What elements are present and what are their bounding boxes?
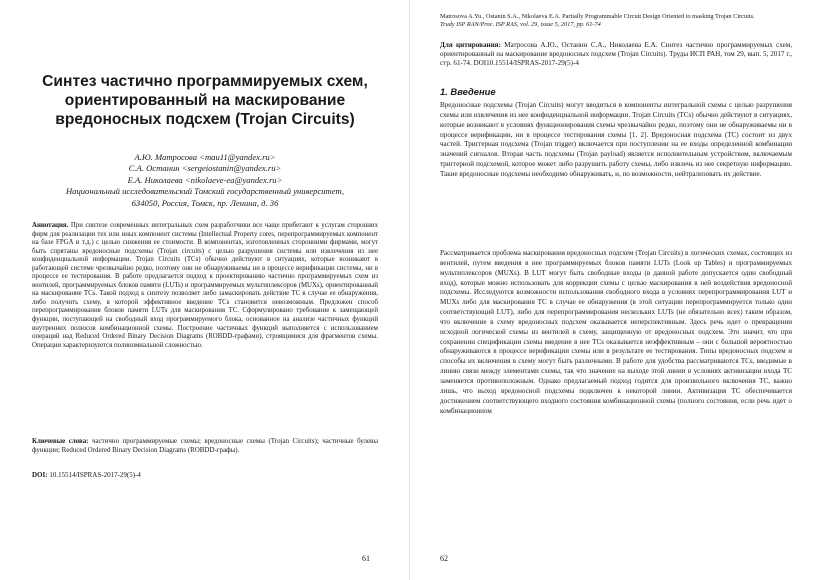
author-line: С.А. Останин <sergeiostanin@yandex.ru> — [128, 163, 282, 174]
doi-line — [32, 471, 378, 480]
abstract-label: Аннотация. — [32, 222, 69, 229]
body-paragraph: Вредоносные подсхемы (Trojan Circuits) могут вводиться в компоненты интегральной схемы с целью разрушения схемы или извлечения из нее конфиденциальной информации. Trojan Circuits (TCs) обычно действуют в ситуациях, которые возникают в условиях функционирования схемы чрезвычайно редко, поэтому они не обнаруживаемы ни в процессе верификации, ни в процессе тестирования схемы [1, 2]. Вредоносная подсхема (TC) состоит из двух частей. Триггерная подсхема (Trojan trigger) включается при поступлении на ее входы определенной комбинации значений сигналов. Вторая часть подсхемы (Trojan payload) является исполнительным устройством, включаемым триггерной подсхемой, которое может либо разрушить работу схемы, либо извлечь из нее секретную информацию. Такие вредоносные подсхемы необходимо обнаруживать, и, по возможности, нейтрализовать их действие. — [440, 101, 792, 178]
page-number-right: 62 — [440, 554, 448, 563]
page-number-left: 61 — [362, 554, 370, 563]
running-head — [440, 13, 790, 28]
paper-title: Синтез частично программируемых схем, ориентированный на маскирование вредоносных подсхем (Trojan Circuits) — [42, 73, 368, 128]
citation-text: Матросова А.Ю., Останин С.А., Николаева Е.А. Синтез частично программируемых схем, ориентированный на маскирование вредоносных подсхем (Trojan Circuits). Труды ИСП РАН, том 29, вып. 5, 2017 г., стр. 61-74. DOI10.15514/ISPRAS-2017-29(5)-4 — [440, 41, 792, 67]
doi-label: DOI: — [32, 471, 48, 479]
body-paragraph: Рассматривается проблема маскирования вредоносных подсхем (Trojan Circuits) в логических схемах, состоящих из вентилей, путем введения в нее программируемых блоков памяти LUTs (Look up Tables) и программируемых мультиплексоров (MUXs). В LUT могут быть свободные входы (в данной работе допускается один свободный вход), которые можно использовать для коррекции схемы с целью маскирования в ней воздействия вредоносной подсхемы. Исследуются возможности использования свободного входа в условиях перепрограммирования LUT и MUXs либо для маскирования TC в случае ее обнаружения (в этой ситуации перепрограммируется только один соответствующий LUT), либо для перепрограммирования нескольких LUTs (не обязательно всех) таким образом, что включение в схему вредоносных подсхем оказывается неперспективным. Здесь речь идет о превращении исходной логической схемы из вентилей в схему, защищенную от вредоносных подсхем. Это значит, что при сохранении спецификации схемы введение в нее TCs оказывается неэффективным – они с большой вероятностью обнаруживаются в процессе верификации схемы или в результате ее тестирования. Типы вредоносных подсхем и способы их включения в схему могут быть различными. В работе для удобства рассматриваются TCs, вводимые в линию связи между элементами схемы, так что значение на выходе этой линии в условиях активизации входа TC заменяется противоположным. Однако предлагаемый подход годится для произвольного включения TC, важно лишь, что выход вредоносной подсхемы подключен к некоторой линии. Активизация TC обеспечивается достижением соответствующего входного состояния комбинационной схемы (полного состояния, если речь идет о комбинационном — [440, 249, 792, 415]
citation-block — [440, 41, 792, 68]
section-heading: 1. Введение — [440, 86, 496, 97]
address-line: 634050, Россия, Томск, пр. Ленина, д. 36 — [131, 197, 279, 208]
keywords — [32, 437, 378, 454]
citation-label: Для цитирования: — [440, 41, 501, 49]
affiliation-line: Национальный исследовательский Томский государственный университет, — [65, 186, 345, 197]
right-page — [410, 0, 820, 580]
abstract — [32, 222, 378, 350]
author-block — [20, 152, 390, 209]
keywords-text: частично программируемые схемы; вредоносные схемы (Trojan Circuits); частичные булевы функции; Reduced Ordered Binary Decision Diagrams (ROBDD-графы). — [32, 437, 378, 454]
keywords-label: Ключевые слова: — [32, 437, 89, 445]
running-head-line1: Matrosova A.Yu., Ostanin S.A., Nikolaeva E.A. Partially Programmable Circuit Design Oriented to masking Trojan Circuits. — [440, 13, 755, 20]
author-line: Е.А. Николаева <nikolaeve-ea@yandex.ru> — [127, 174, 283, 185]
running-head-line2: Trudy ISP RAN/Proc. ISP RAS, vol. 29, issue 5, 2017, pp. 61-74 — [440, 20, 601, 28]
doi-value: 10.15514/ISPRAS-2017-29(5)-4 — [49, 471, 141, 479]
abstract-text: При синтезе современных интегральных схем разработчики все чаще прибегают к услугам сторонних фирм для реализации тех или иных компонент системы (Intellectual Property cores, перепрограммируемых компонент на базе FPGA и т.д.) с целью снижения ее стоимости. В компонентах, изготовленных сторонними фирмами, могут быть спрятаны вредоносные подсхемы (Trojan circuits) с целью разрушения системы или извлечения из нее конфиденциальной информации. Trojan Circuits (TCs) обычно действуют в ситуациях, которые возникают в работающей системе чрезвычайно редко, поэтому они не обнаруживаемы ни в процессе верификации системы, ни в процессе ее тестирования. В работе предлагается подход к проектированию частично программируемых схем из вентилей, программируемых блоков памяти (LUTs) и программируемых мультиплексоров (MUXs), ориентированный на маскирование TCs. Такой подход к синтезу позволяет либо замаскировать действие TC в случае ее обнаружения, либо получить схему, в которой эффективное введение TCs становится невозможным. Предложен способ перепрограммирования блоков памяти LUTs для маскирования TC. Сформулировано требование к замещающей функции, поступающей на свободный вход программируемого блока, основанное на анализе частичных функций внутренних полюсов комбинационной схемы. Построение частичных функций выполняется с использованием операций над Reduced Ordered Binary Decision Diagrams (ROBDD-графами), строящимися для фрагментов схемы. Операции характеризуются полиномиальной сложностью. — [32, 222, 378, 349]
author-line: А.Ю. Матросова <mau11@yandex.ru> — [134, 152, 276, 162]
